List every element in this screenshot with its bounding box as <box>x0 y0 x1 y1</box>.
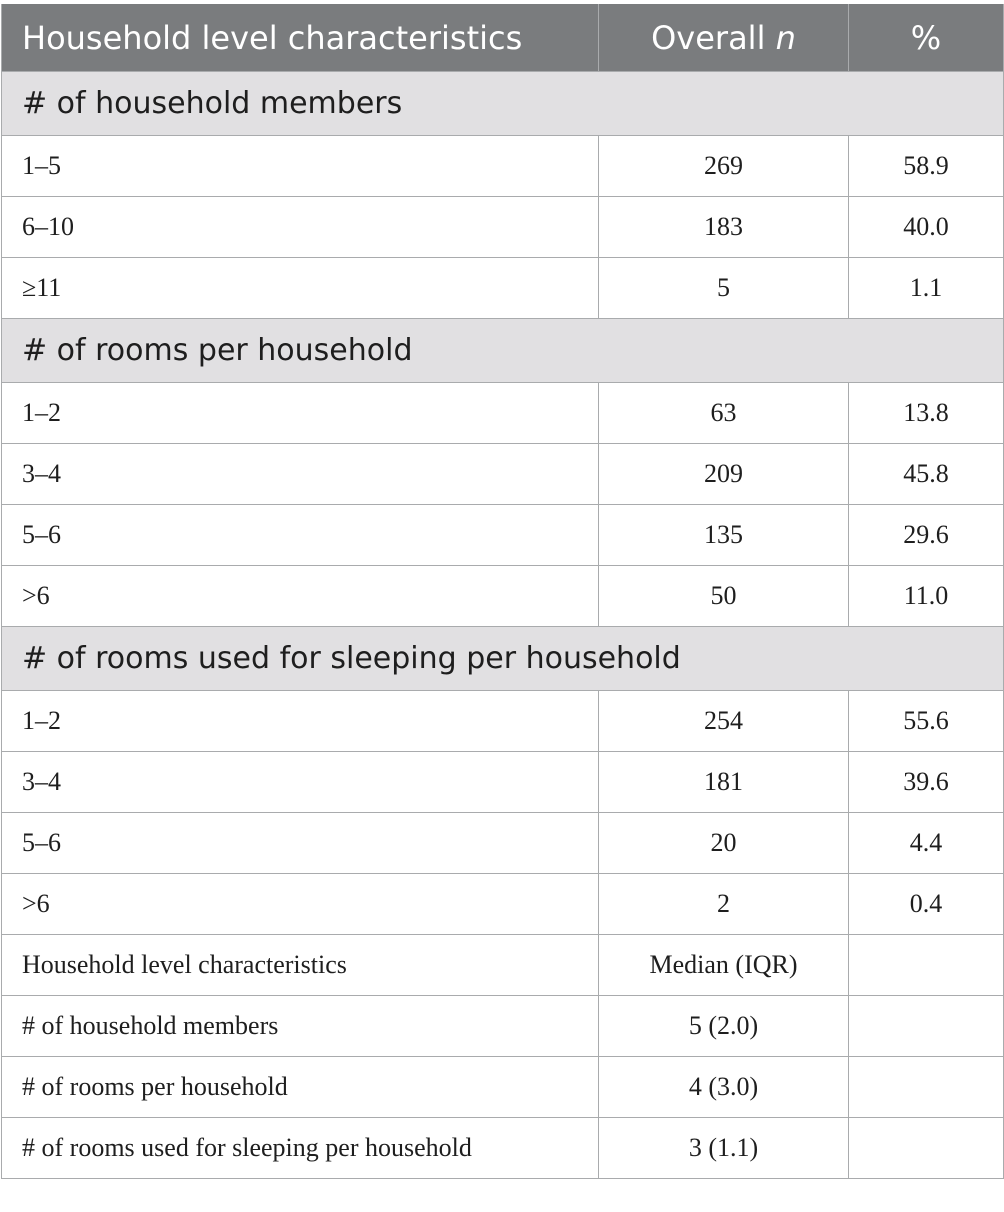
row-pct: 58.9 <box>849 136 1004 197</box>
median-header-row <box>2 935 1004 996</box>
row-n: 254 <box>599 691 849 752</box>
header-n-italic: n <box>775 18 796 57</box>
row-n: 2 <box>599 874 849 935</box>
row-pct: 40.0 <box>849 197 1004 258</box>
row-label: >6 <box>2 566 599 627</box>
median-header-label: Household level characteristics <box>2 935 599 996</box>
row-n: 209 <box>599 444 849 505</box>
median-header-empty <box>849 935 1004 996</box>
table-row <box>2 874 1004 935</box>
table-row <box>2 996 1004 1057</box>
median-row-value: 5 (2.0) <box>599 996 849 1057</box>
median-row-label: # of rooms used for sleeping per household <box>2 1118 599 1179</box>
row-label: 1–2 <box>2 383 599 444</box>
table-row <box>2 258 1004 319</box>
table-row <box>2 444 1004 505</box>
table-row <box>2 197 1004 258</box>
section-title: # of rooms per household <box>2 319 1004 383</box>
table-row <box>2 752 1004 813</box>
household-characteristics-table <box>1 4 1004 1179</box>
table-header-row <box>2 4 1004 72</box>
median-row-value: 3 (1.1) <box>599 1118 849 1179</box>
table-row <box>2 1118 1004 1179</box>
table-row <box>2 383 1004 444</box>
row-pct: 1.1 <box>849 258 1004 319</box>
row-n: 5 <box>599 258 849 319</box>
row-label: 5–6 <box>2 505 599 566</box>
row-label: 1–5 <box>2 136 599 197</box>
row-n: 181 <box>599 752 849 813</box>
row-pct: 55.6 <box>849 691 1004 752</box>
median-row-empty <box>849 1118 1004 1179</box>
row-pct: 11.0 <box>849 566 1004 627</box>
section-household-members <box>2 72 1004 136</box>
header-overall-n <box>599 4 849 72</box>
median-row-empty <box>849 1057 1004 1118</box>
row-label: 6–10 <box>2 197 599 258</box>
table-row <box>2 136 1004 197</box>
row-pct: 29.6 <box>849 505 1004 566</box>
median-header-value: Median (IQR) <box>599 935 849 996</box>
row-n: 269 <box>599 136 849 197</box>
header-percent: % <box>849 4 1004 72</box>
header-characteristics: Household level characteristics <box>2 4 599 72</box>
table-row <box>2 813 1004 874</box>
row-n: 135 <box>599 505 849 566</box>
row-pct: 39.6 <box>849 752 1004 813</box>
row-label: 3–4 <box>2 444 599 505</box>
row-n: 20 <box>599 813 849 874</box>
table-row <box>2 691 1004 752</box>
row-pct: 4.4 <box>849 813 1004 874</box>
row-n: 63 <box>599 383 849 444</box>
section-title: # of household members <box>2 72 1004 136</box>
row-pct: 13.8 <box>849 383 1004 444</box>
header-overall-text: Overall <box>651 18 776 57</box>
row-label: 5–6 <box>2 813 599 874</box>
table-row <box>2 505 1004 566</box>
table-row <box>2 1057 1004 1118</box>
row-label: >6 <box>2 874 599 935</box>
section-rooms-per-household <box>2 319 1004 383</box>
row-pct: 45.8 <box>849 444 1004 505</box>
section-sleeping-rooms <box>2 627 1004 691</box>
row-n: 50 <box>599 566 849 627</box>
row-label: 3–4 <box>2 752 599 813</box>
row-label: ≥11 <box>2 258 599 319</box>
row-label: 1–2 <box>2 691 599 752</box>
table-row <box>2 566 1004 627</box>
median-row-label: # of rooms per household <box>2 1057 599 1118</box>
median-row-label: # of household members <box>2 996 599 1057</box>
median-row-empty <box>849 996 1004 1057</box>
median-row-value: 4 (3.0) <box>599 1057 849 1118</box>
row-n: 183 <box>599 197 849 258</box>
row-pct: 0.4 <box>849 874 1004 935</box>
section-title: # of rooms used for sleeping per household <box>2 627 1004 691</box>
